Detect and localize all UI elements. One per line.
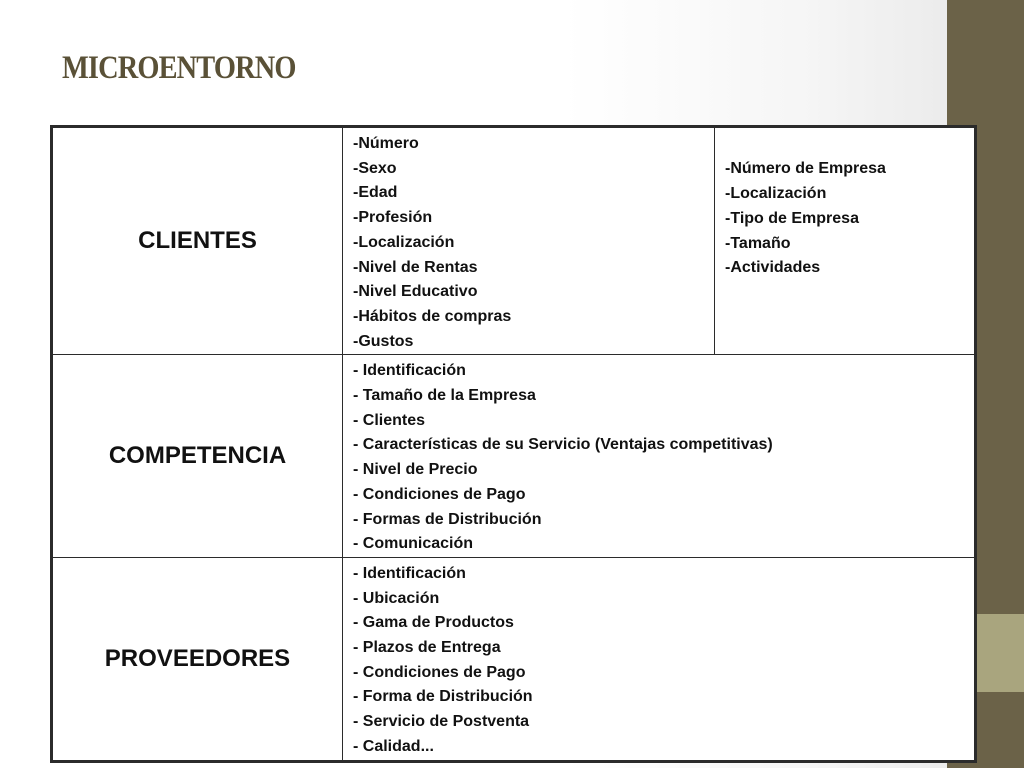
list-item: - Forma de Distribución xyxy=(353,688,533,706)
list-item: - Condiciones de Pago xyxy=(353,485,526,503)
list-item: - Comunicación xyxy=(353,535,474,553)
competencia-items-cell xyxy=(343,355,976,558)
list-item: - Formas de Distribución xyxy=(353,510,542,528)
list-item: - Identificación xyxy=(353,362,466,380)
list-item: - Plazos de Entrega xyxy=(353,639,501,657)
list-item: - Calidad... xyxy=(353,737,434,755)
list-item: -Hábitos de compras xyxy=(353,307,512,325)
clientes-empresas-list xyxy=(715,153,974,329)
table-row-competencia xyxy=(52,355,976,558)
proveedores-items-cell xyxy=(343,557,976,761)
list-item: - Tamaño de la Empresa xyxy=(353,387,536,405)
table-row-clientes xyxy=(52,127,976,355)
list-item: -Tipo de Empresa xyxy=(725,209,859,227)
category-competencia: COMPETENCIA xyxy=(52,355,343,558)
list-item: -Gustos xyxy=(353,332,414,350)
category-clientes: CLIENTES xyxy=(52,127,343,355)
list-item: -Profesión xyxy=(353,209,433,227)
list-item: -Tamaño xyxy=(725,234,791,252)
list-item: -Sexo xyxy=(353,159,397,177)
clientes-personas-cell xyxy=(343,127,715,355)
list-item: - Características de su Servicio (Ventajas competitivas) xyxy=(353,436,773,454)
slide-title: MICROENTORNO xyxy=(62,50,296,86)
list-item: -Actividades xyxy=(725,259,821,277)
competencia-items-list xyxy=(343,355,974,557)
list-item: - Nivel de Precio xyxy=(353,461,478,479)
list-item: -Número de Empresa xyxy=(725,160,886,178)
list-item: - Servicio de Postventa xyxy=(353,713,530,731)
list-item: -Nivel de Rentas xyxy=(353,258,478,276)
clientes-empresas-cell xyxy=(715,127,976,355)
list-item: -Localización xyxy=(725,185,827,203)
category-proveedores: PROVEEDORES xyxy=(52,557,343,761)
table-row-proveedores xyxy=(52,557,976,761)
list-item: - Ubicación xyxy=(353,589,440,607)
list-item: -Nivel Educativo xyxy=(353,283,478,301)
list-item: - Identificación xyxy=(353,564,466,582)
proveedores-items-list xyxy=(343,558,974,760)
clientes-personas-list xyxy=(343,128,714,354)
list-item: - Condiciones de Pago xyxy=(353,663,526,681)
list-item: -Número xyxy=(353,135,419,152)
list-item: - Gama de Productos xyxy=(353,614,514,632)
microentorno-table xyxy=(50,125,977,763)
list-item: - Clientes xyxy=(353,411,426,429)
list-item: -Localización xyxy=(353,233,455,251)
list-item: -Edad xyxy=(353,184,398,202)
